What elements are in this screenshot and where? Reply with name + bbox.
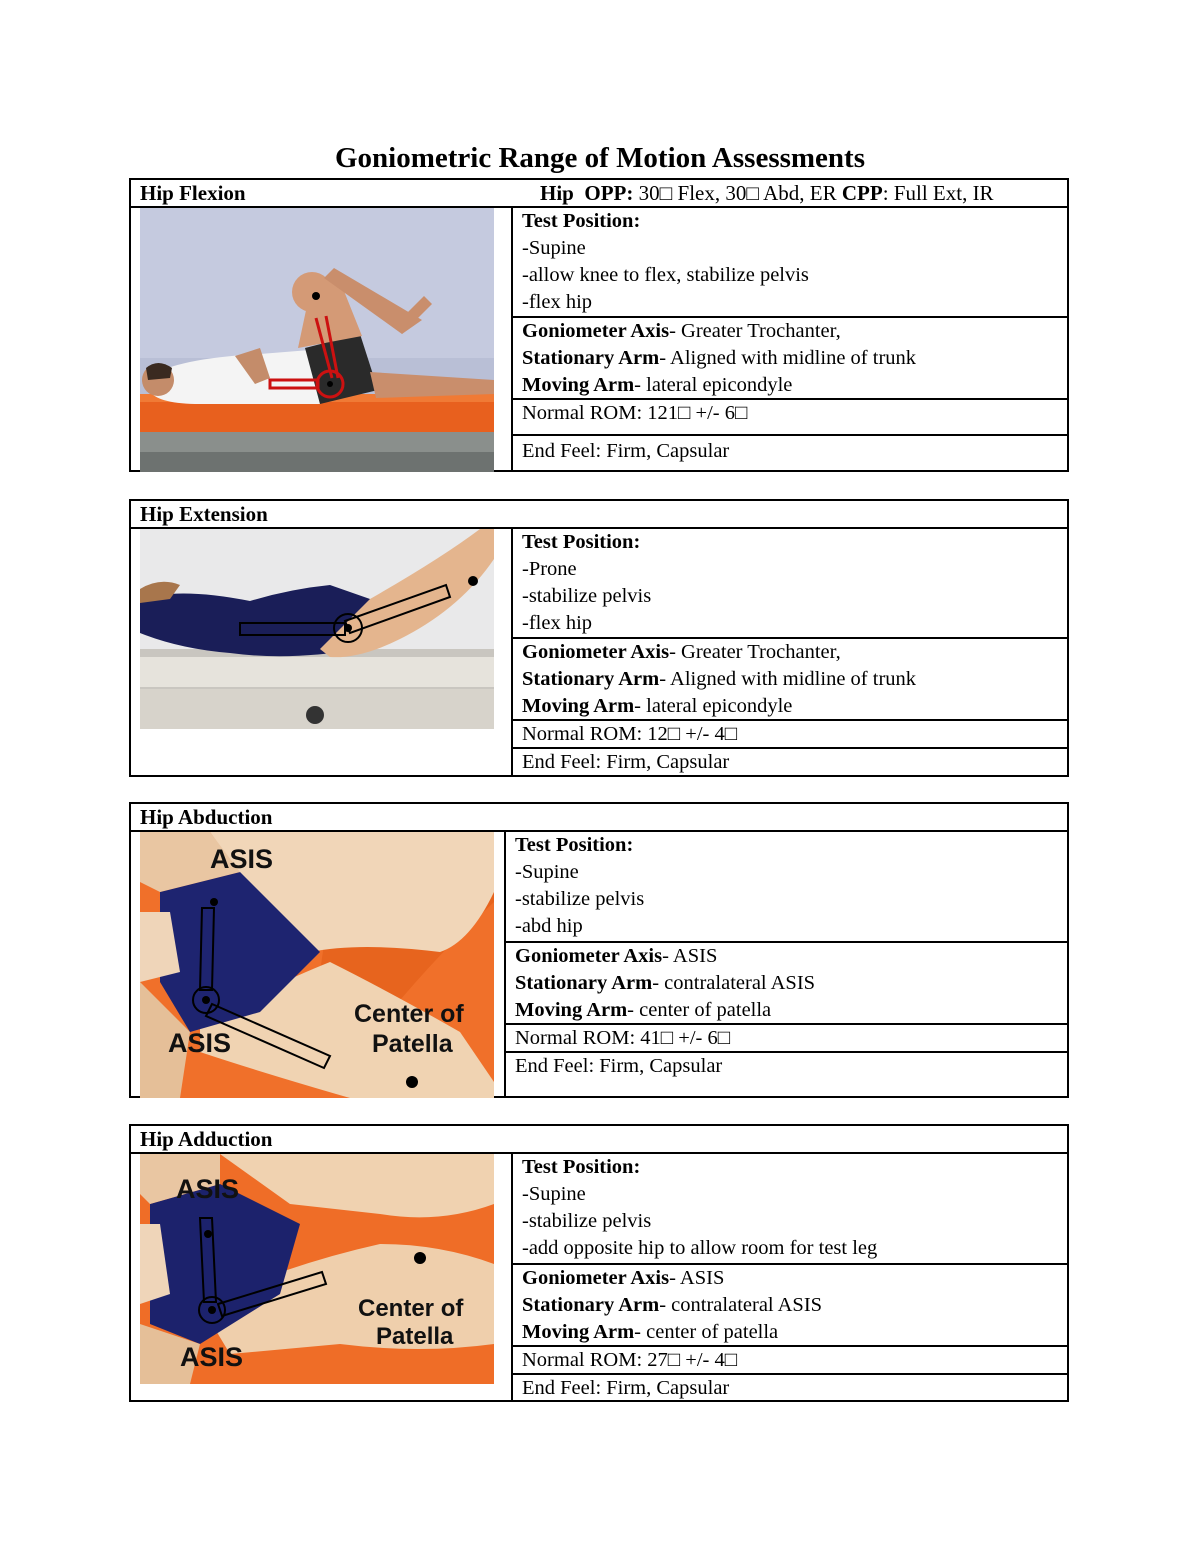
goniometer-cell: Goniometer Axis- Greater Trochanter, Stationary Arm- Aligned with midline of trunk Moving Arm- lateral epicondyle [513, 316, 1067, 398]
section-title: Hip Extension [140, 502, 268, 526]
asis-bottom-label: ASIS [168, 1028, 232, 1058]
hip-flexion-photo [140, 208, 494, 472]
asis-top-label: ASIS [210, 844, 274, 874]
end-feel-cell: End Feel: Firm, Capsular [506, 1051, 1067, 1098]
details-column [504, 832, 1067, 1098]
center-label-line2: Patella [372, 1030, 453, 1058]
goniometer-cell: Goniometer Axis- ASIS Stationary Arm- contralateral ASIS Moving Arm- center of patella [506, 941, 1067, 1023]
center-label-line1: Center of [354, 1000, 464, 1028]
test-position-cell: Test Position: -Supine -allow knee to flex, stabilize pelvis -flex hip [522, 210, 809, 313]
test-position-cell: Test Position: -Prone -stabilize pelvis -flex hip [522, 531, 652, 634]
section-header [131, 180, 1067, 208]
normal-rom-cell: Normal ROM: 12□ +/- 4□ [513, 719, 1067, 747]
section-title: Hip Flexion [140, 181, 246, 205]
hip-abduction-section [129, 802, 1069, 1098]
normal-rom-cell: Normal ROM: 41□ +/- 6□ [506, 1023, 1067, 1051]
hip-extension-section [129, 499, 1069, 777]
hip-abduction-photo [140, 832, 494, 1098]
hip-flexion-section [129, 178, 1069, 472]
test-position-cell: Test Position: -Supine -stabilize pelvis -abd hip [515, 834, 645, 937]
hip-adduction-photo [140, 1154, 494, 1384]
end-feel-cell: End Feel: Firm, Capsular [513, 1373, 1067, 1402]
hip-adduction-section [129, 1124, 1069, 1402]
goniometer-cell: Goniometer Axis- Greater Trochanter, Stationary Arm- Aligned with midline of trunk Moving Arm- lateral epicondyle [513, 637, 1067, 719]
section-title: Hip Abduction [140, 805, 273, 829]
center-label-line1: Center of [358, 1295, 464, 1322]
section-header [131, 1126, 1067, 1154]
asis-top-label: ASIS [176, 1174, 240, 1204]
hip-extension-photo [140, 529, 494, 729]
test-position-cell: Test Position: -Supine -stabilize pelvis -add opposite hip to allow room for test leg [522, 1156, 878, 1259]
page-title: Goniometric Range of Motion Assessments [334, 142, 865, 174]
section-title: Hip Adduction [140, 1127, 273, 1151]
normal-rom-cell: Normal ROM: 121□ +/- 6□ [513, 398, 1067, 434]
end-feel-cell: End Feel: Firm, Capsular [513, 434, 1067, 472]
details-column [511, 529, 1067, 777]
end-feel-cell: End Feel: Firm, Capsular [513, 747, 1067, 777]
section-header [131, 804, 1067, 832]
goniometer-cell: Goniometer Axis- ASIS Stationary Arm- contralateral ASIS Moving Arm- center of patella [513, 1263, 1067, 1345]
asis-bottom-label: ASIS [180, 1342, 244, 1372]
section-header [131, 501, 1067, 529]
normal-rom-cell: Normal ROM: 27□ +/- 4□ [513, 1345, 1067, 1373]
details-column [511, 208, 1067, 472]
joint-positions: Hip OPP: 30□ Flex, 30□ Abd, ER CPP: Full Ext, IR [540, 181, 994, 205]
center-label-line2: Patella [376, 1323, 454, 1350]
details-column [511, 1154, 1067, 1402]
